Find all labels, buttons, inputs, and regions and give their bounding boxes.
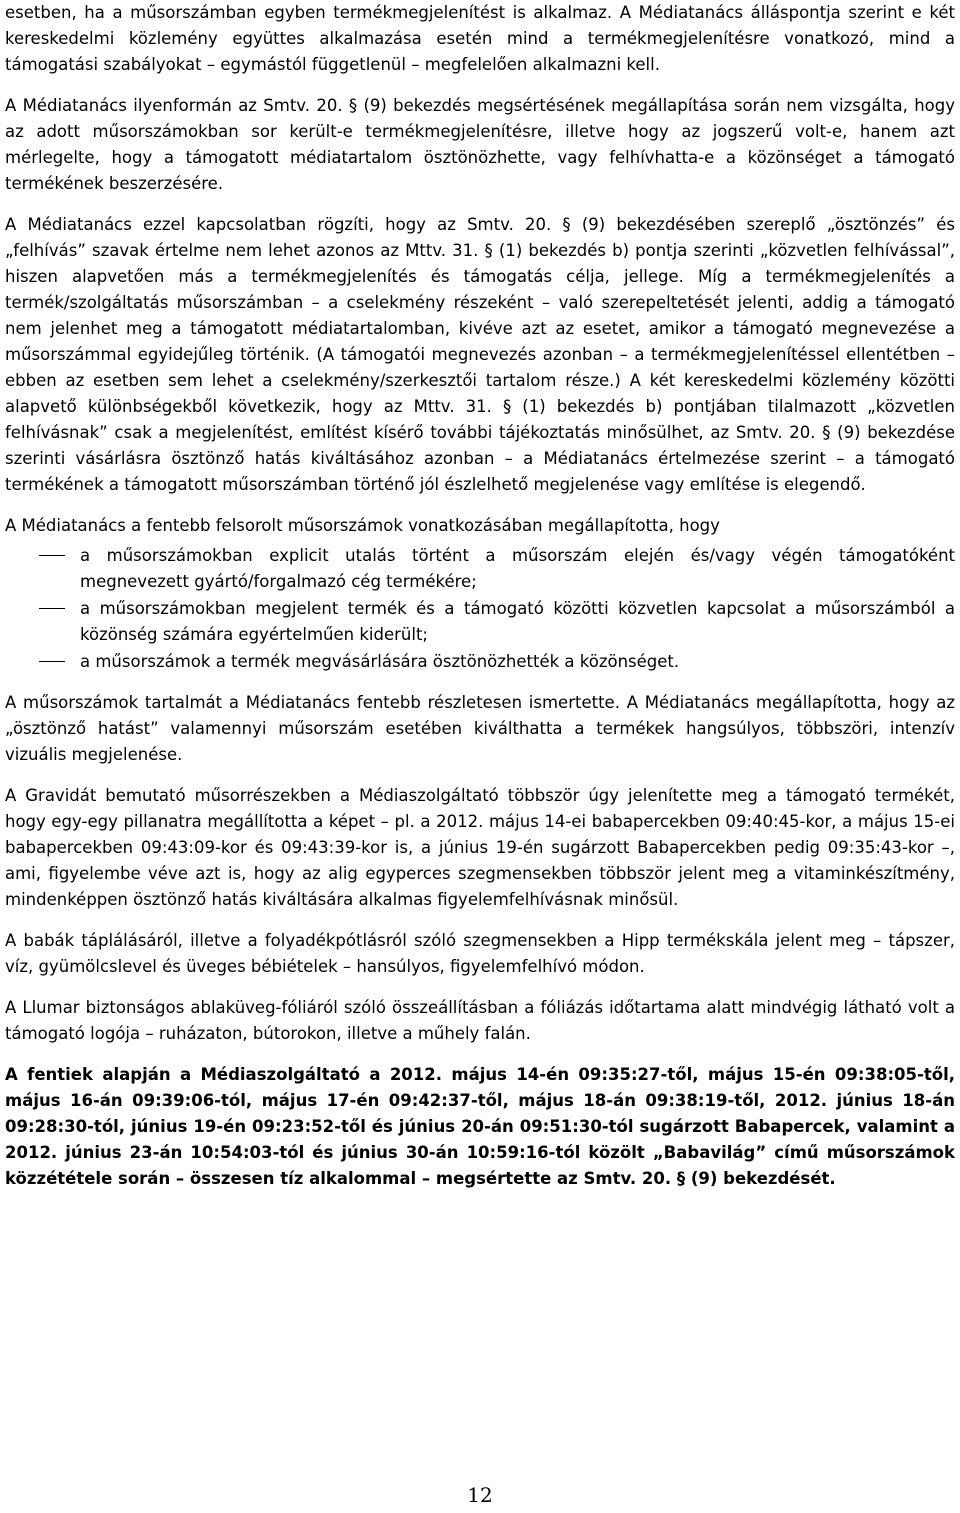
paragraph-3: A Médiatanács ezzel kapcsolatban rögzíti, hogy az Smtv. 20. § (9) bekezdésében szereplő „ösztönzés” és „felhívás” szavak értelme nem lehet azonos az Mttv. 31. § (1) bekezdés b) pontja szerinti „közvetlen felhívással”, hiszen alapvetően más a termékmegjelenítés és támogatás célja, jellege. Míg a termékmegjelenítés a termék/szolgáltatás műsorszámban – a cselekmény részeként – való szerepeltetését jelenti, addig a támogató nem jelenhet meg a támogatott médiatartalomban, kivéve azt az esetet, amikor a támogató megnevezése a műsorszámmal egyidejűleg történik. (A támogatói megnevezés azonban – a termékmegjelenítéssel ellentétben – ebben az esetben sem lehet a cselekmény/szerkesztői tartalom része.) A két kereskedelmi közlemény közötti alapvető különbségekből következik, hogy az Mttv. 31. § (1) bekezdés b) pontjában tilalmazott „közvetlen felhívásnak” csak a megjelenítést, említést kísérő további tájékoztatás minősülhet, az Smtv. 20. § (9) bekezdése szerinti vásárlásra ösztönző hatás kiváltásához azonban – a Médiatanács értelmezése szerint – a támogató termékének a támogatott műsorszámban történő jól észlelhető megjelenése vagy említése is elegendő. xyxy=(5,215,955,494)
list-item-text: a műsorszámokban explicit utalás történt a műsorszám elején és/vagy végén támogatóként megnevezett gyártó/forgalmazó cég termékére; xyxy=(80,546,955,591)
dash-bullet-icon xyxy=(39,661,65,662)
list-item-text: a műsorszámokban megjelent termék és a támogató közötti közvetlen kapcsolat a műsorszámból a közönség számára egyértelműen kiderült; xyxy=(80,599,955,644)
list-item-text: a műsorszámok a termék megvásárlására ösztönözhették a közönséget. xyxy=(80,652,680,671)
page-number: 12 xyxy=(467,1483,493,1507)
paragraph-8: A Llumar biztonságos ablaküveg-fóliáról szóló összeállításban a fóliázás időtartama alatt mindvégig látható volt a támogató logója – ruházaton, bútorokon, illetve a műhely falán. xyxy=(5,998,955,1043)
conclusion-paragraph: A fentiek alapján a Médiaszolgáltató a 2012. május 14-én 09:35:27-től, május 15-én 09:38:05-től, május 16-án 09:39:06-tól, május 17-én 09:42:37-től, május 18-án 09:38:19-től, 2012. június 18-án 09:28:30-tól, június 19-én 09:23:52-től és június 20-án 09:51:30-tól sugárzott Babapercek, valamint a 2012. június 23-án 10:54:03-tól és június 30-án 10:59:16-tól közölt „Babavilág” című műsorszámok közzététele során – összesen tíz alkalommal – megsértette az Smtv. 20. § (9) bekezdését. xyxy=(5,1065,955,1188)
paragraph-4: A Médiatanács a fentebb felsorolt műsorszámok vonatkozásában megállapította, hogy xyxy=(5,516,720,535)
paragraph-2: A Médiatanács ilyenformán az Smtv. 20. § (9) bekezdés megsértésének megállapítása során nem vizsgálta, hogy az adott műsorszámokban sor került-e termékmegjelenítésre, illetve hogy az jogszerű volt-e, hanem azt mérlegelte, hogy a támogatott médiatartalom ösztönözhette, vagy felhívhatta-e a közönséget a támogató termékének beszerzésére. xyxy=(5,96,955,193)
paragraph-5: A műsorszámok tartalmát a Médiatanács fentebb részletesen ismertette. A Médiatanács megállapította, hogy az „ösztönző hatást” valamennyi műsorszám esetében kiválthatta a termékek hangsúlyos, többszöri, intenzív vizuális megjelenése. xyxy=(5,693,955,764)
paragraph-7: A babák táplálásáról, illetve a folyadékpótlásról szóló szegmensekben a Hipp termékskála jelent meg – tápszer, víz, gyümölcslevel és üveges bébiételek – hansúlyos, figyelemfelhívó módon. xyxy=(5,931,955,976)
paragraph-1: esetben, ha a műsorszámban egyben termékmegjelenítést is alkalmaz. A Médiatanács álláspontja szerint e két kereskedelmi közlemény együttes alkalmazása esetén mind a termékmegjelenítésre vonatkozó, mind a támogatási szabályokat – egymástól függetlenül – megfelelően alkalmazni kell. xyxy=(5,3,955,74)
document-page xyxy=(5,0,955,1207)
dash-bullet-icon xyxy=(39,608,65,609)
dash-bullet-icon xyxy=(39,555,65,556)
list-item xyxy=(5,543,955,595)
findings-list xyxy=(5,543,955,675)
paragraph-6: A Gravidát bemutató műsorrészekben a Médiaszolgáltató többször úgy jelenítette meg a támogató termékét, hogy egy-egy pillanatra megállította a képet – pl. a 2012. május 14-ei babapercekben 09:40:45-kor, a május 15-ei babapercekben 09:43:09-kor és 09:43:39-kor is, a június 19-én sugárzott Babapercekben pedig 09:35:43-kor –, ami, figyelembe véve azt is, hogy az alig egyperces szegmensekben többször jelent meg a vitaminkészítmény, mindenképpen ösztönző hatás kiváltására alkalmas figyelemfelhívásnak minősül. xyxy=(5,786,955,909)
list-item xyxy=(5,649,955,675)
list-item xyxy=(5,596,955,648)
